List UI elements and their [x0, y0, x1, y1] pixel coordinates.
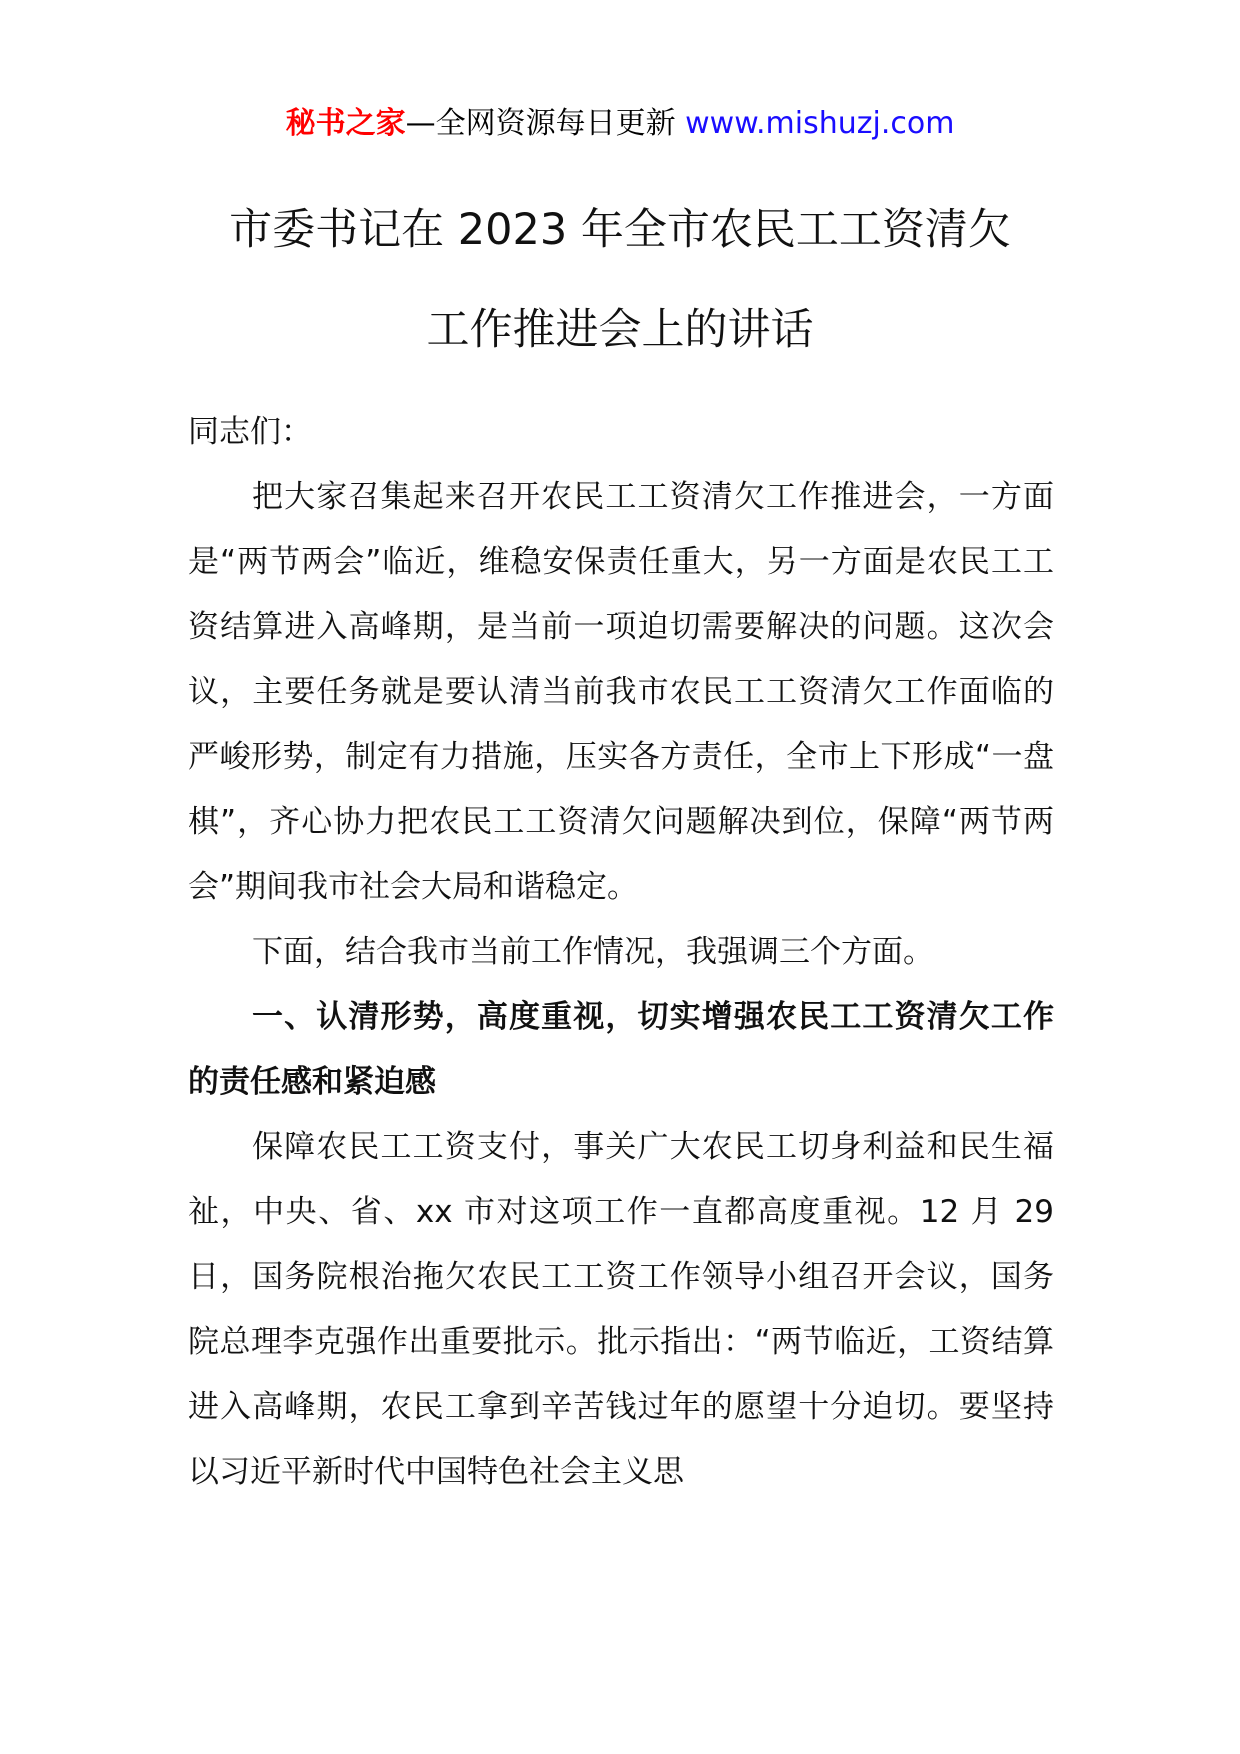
document-body	[188, 400, 1054, 1505]
site-banner	[0, 100, 1240, 148]
banner-slogan: —全网资源每日更新	[405, 106, 686, 141]
document-title-line-2: 工作推进会上的讲话	[426, 305, 814, 355]
section-heading-1: 一、认清形势，高度重视，切实增强农民工工资清欠工作的责任感和紧迫感	[188, 999, 1054, 1100]
document-title-line-1: 市委书记在 2023 年全市农民工工资清欠	[229, 205, 1011, 255]
paragraph-outline: 下面，结合我市当前工作情况，我强调三个方面。	[252, 934, 934, 970]
section-paragraph-1: 保障农民工工资支付，事关广大农民工切身利益和民生福祉，中央、省、xx 市对这项工作一直都高度重视。12 月 29 日，国务院根治拖欠农民工工资工作领导小组召开会议，国务院总理李克强作出重要批示。批示指出：“两节临近，工资结算进入高峰期，农民工拿到辛苦钱过年的愿望十分迫切。要坚持以习近平新时代中国特色社会主义思	[188, 1129, 1054, 1490]
website-link[interactable]: www.mishuzj.com	[685, 106, 955, 141]
paragraph-intro: 把大家召集起来召开农民工工资清欠工作推进会，一方面是“两节两会”临近，维稳安保责任重大，另一方面是农民工工资结算进入高峰期，是当前一项迫切需要解决的问题。这次会议，主要任务就是要认清当前我市农民工工资清欠工作面临的严峻形势，制定有力措施，压实各方责任，全市上下形成“一盘棋”，齐心协力把农民工工资清欠问题解决到位，保障“两节两会”期间我市社会大局和谐稳定。	[188, 479, 1054, 905]
brand-name: 秘书之家	[285, 106, 406, 141]
salutation: 同志们：	[188, 414, 312, 450]
